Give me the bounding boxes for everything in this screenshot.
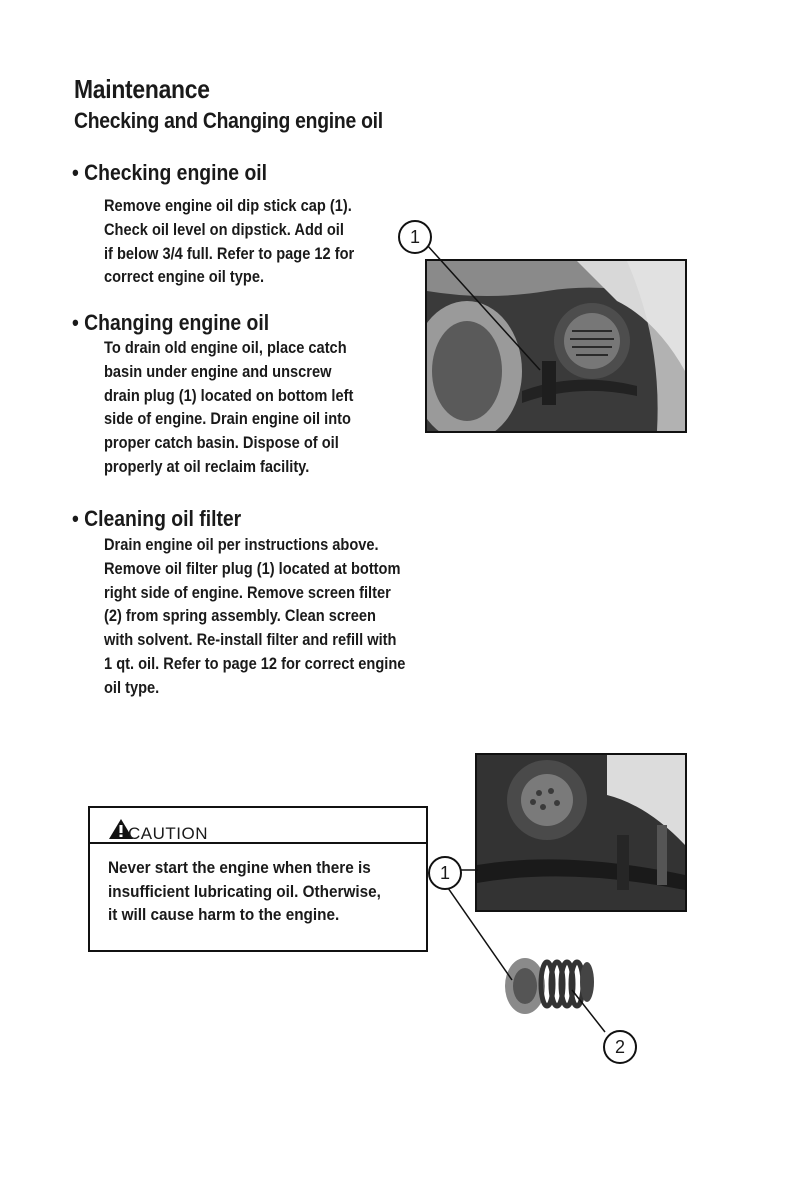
section-heading-changing-oil: • Changing engine oil xyxy=(72,310,270,335)
caution-title: CAUTION xyxy=(128,824,208,843)
text-line: right side of engine. Remove screen filter xyxy=(104,582,391,602)
callout-line-filter-plug-lower xyxy=(448,888,512,980)
text-line: if below 3/4 full. Refer to page 12 for xyxy=(104,243,355,263)
text-line: Drain engine oil per instructions above. xyxy=(104,535,379,554)
text-line: Remove oil filter plug (1) located at bottom xyxy=(104,558,401,578)
callout-line-screen-filter xyxy=(572,990,605,1032)
text-line: side of engine. Drain engine oil into xyxy=(104,409,351,429)
caution-box xyxy=(88,806,428,952)
caution-header xyxy=(90,808,426,844)
text-line: To drain old engine oil, place catch xyxy=(104,338,347,357)
text-line: proper catch basin. Dispose of oil xyxy=(104,433,339,453)
text-line: drain plug (1) located on bottom left xyxy=(104,385,354,405)
text-line: it will cause harm to the engine. xyxy=(108,905,340,924)
text-line: basin under engine and unscrew xyxy=(104,361,332,381)
text-line: oil type. xyxy=(104,677,160,697)
text-line: with solvent. Re-install filter and refill with xyxy=(104,630,397,650)
page-title: Maintenance xyxy=(74,74,210,104)
caution-message xyxy=(108,856,381,927)
text-line: (2) from spring assembly. Clean screen xyxy=(104,606,376,626)
callout-1-filter-plug: 1 xyxy=(428,856,462,890)
text-line: correct engine oil type. xyxy=(104,267,265,287)
text-line: Remove engine oil dip stick cap (1). xyxy=(104,196,352,215)
text-line: Check oil level on dipstick. Add oil xyxy=(104,219,344,239)
section-heading-checking-oil: • Checking engine oil xyxy=(72,160,268,185)
callout-line-dipstick xyxy=(427,245,540,370)
text-line: properly at oil reclaim facility. xyxy=(104,456,310,476)
section-heading-cleaning-filter: • Cleaning oil filter xyxy=(72,506,242,531)
text-line: Never start the engine when there is xyxy=(108,858,371,877)
text-line: insufficient lubricating oil. Otherwise, xyxy=(108,881,381,901)
text-line: 1 qt. oil. Refer to page 12 for correct engine xyxy=(104,653,406,673)
callout-2-screen-filter: 2 xyxy=(603,1030,637,1064)
page-subtitle: Checking and Changing engine oil xyxy=(74,108,383,133)
callout-1-dipstick: 1 xyxy=(398,220,432,254)
